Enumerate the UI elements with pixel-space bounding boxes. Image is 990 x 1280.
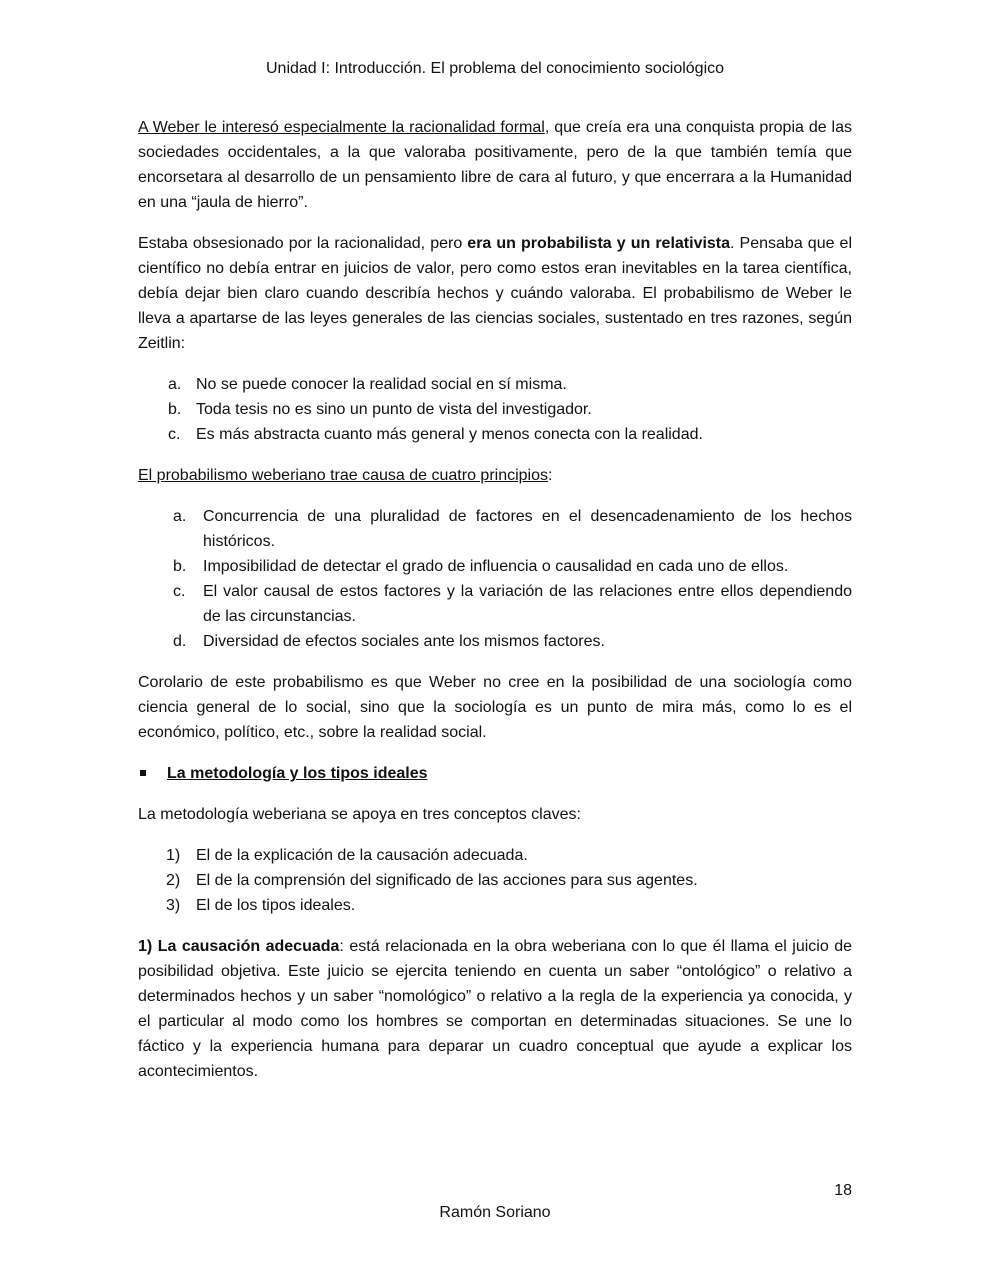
list-marker: b. xyxy=(168,401,182,418)
page-number: 18 xyxy=(834,1182,852,1199)
list-marker: 2) xyxy=(166,872,181,889)
concepts-list xyxy=(138,843,852,918)
list-item xyxy=(138,868,852,893)
list-item-text: El de la explicación de la causación adecuada. xyxy=(196,847,528,864)
paragraph-probabilism xyxy=(138,231,852,356)
list-item xyxy=(138,372,852,397)
underlined-phrase: El probabilismo weberiano trae causa de cuatro principios xyxy=(138,467,548,484)
list-marker: c. xyxy=(173,583,186,600)
underlined-phrase: A Weber le interesó especialmente la racionalidad formal xyxy=(138,119,545,136)
document-body xyxy=(138,115,852,1100)
paragraph-methodology-intro: La metodología weberiana se apoya en tres conceptos claves: xyxy=(138,806,581,823)
section-heading xyxy=(138,761,852,786)
paragraph-text: Estaba obsesionado por la racionalidad, pero xyxy=(138,235,468,252)
page-header: Unidad I: Introducción. El problema del conocimiento sociológico xyxy=(265,60,725,77)
list-marker: d. xyxy=(173,633,187,650)
list-marker: 1) xyxy=(166,847,181,864)
paragraph-text: : xyxy=(548,467,553,484)
bold-phrase: era un probabilista y un relativista xyxy=(467,235,731,252)
list-item-text: Imposibilidad de detectar el grado de influencia o causalidad en cada uno de ellos. xyxy=(203,558,789,575)
list-item xyxy=(138,629,852,654)
list-marker: 3) xyxy=(166,897,181,914)
list-item-text: El de los tipos ideales. xyxy=(196,897,356,914)
list-marker: b. xyxy=(173,558,187,575)
paragraph-corollary: Corolario de este probabilismo es que Weber no cree en la posibilidad de una sociología como ciencia general de lo social, sino que la sociología es un punto de mira más, como lo es el económico, político, etc., sobre la realidad social. xyxy=(138,674,852,741)
list-item-text: Toda tesis no es sino un punto de vista del investigador. xyxy=(196,401,592,418)
paragraph-weber-rationality xyxy=(138,115,852,215)
paragraph-text: . Pensaba que el científico no debía entrar en juicios de valor, pero como estos eran inevitables en la tarea científica, debía dejar bien claro cuando describía hechos y cuándo valoraba. El probabilismo de Weber le lleva a apartarse de las leyes generales de las ciencias sociales, sustentado en tres razones, según Zeitlin: xyxy=(138,235,853,352)
page-footer-author: Ramón Soriano xyxy=(439,1204,551,1221)
list-item xyxy=(138,397,852,422)
list-marker: a. xyxy=(168,376,182,393)
list-item xyxy=(138,422,852,447)
list-item xyxy=(138,579,852,629)
paragraph-text: : está relacionada en la obra weberiana con lo que él llama el juicio de posibilidad objetiva. Este juicio se ejercita teniendo en cuenta un saber “ontológico” o relativo a determinados hechos y un saber “nomológico” o relativo a la regla de la experiencia ya conocida, y el particular al modo como los hombres se comportan en determinadas situaciones. Se une lo fáctico y la experiencia humana para deparar un cuadro conceptual que ayude a explicar los acontecimientos. xyxy=(138,938,853,1080)
section-heading-text: La metodología y los tipos ideales xyxy=(167,765,428,782)
bold-phrase: 1) La causación adecuada xyxy=(138,938,340,955)
list-item-text: El valor causal de estos factores y la variación de las relaciones entre ellos dependiendo de las circunstancias. xyxy=(203,583,852,625)
list-item xyxy=(138,893,852,918)
principles-list xyxy=(138,504,852,654)
list-item-text: Diversidad de efectos sociales ante los mismos factores. xyxy=(203,633,605,650)
square-bullet-icon xyxy=(140,770,146,776)
list-marker: c. xyxy=(168,426,181,443)
list-item-text: El de la comprensión del significado de las acciones para sus agentes. xyxy=(196,872,698,889)
list-item xyxy=(138,843,852,868)
paragraph-adequate-causation xyxy=(138,934,852,1084)
reasons-list xyxy=(138,372,852,447)
paragraph-text: , que creía era una conquista propia de las sociedades occidentales, a la que valoraba positivamente, pero de la que también temía que encorsetara al desarrollo de un pensamiento libre de cara al futuro, y que encerrara a la Humanidad en una “jaula de hierro”. xyxy=(138,119,852,211)
list-marker: a. xyxy=(173,508,187,525)
list-item-text: Es más abstracta cuanto más general y menos conecta con la realidad. xyxy=(196,426,703,443)
list-item-text: Concurrencia de una pluralidad de factores en el desencadenamiento de los hechos históricos. xyxy=(203,508,852,550)
paragraph-principles-intro xyxy=(138,463,852,488)
list-item-text: No se puede conocer la realidad social en sí misma. xyxy=(196,376,567,393)
list-item xyxy=(138,504,852,554)
list-item xyxy=(138,554,852,579)
